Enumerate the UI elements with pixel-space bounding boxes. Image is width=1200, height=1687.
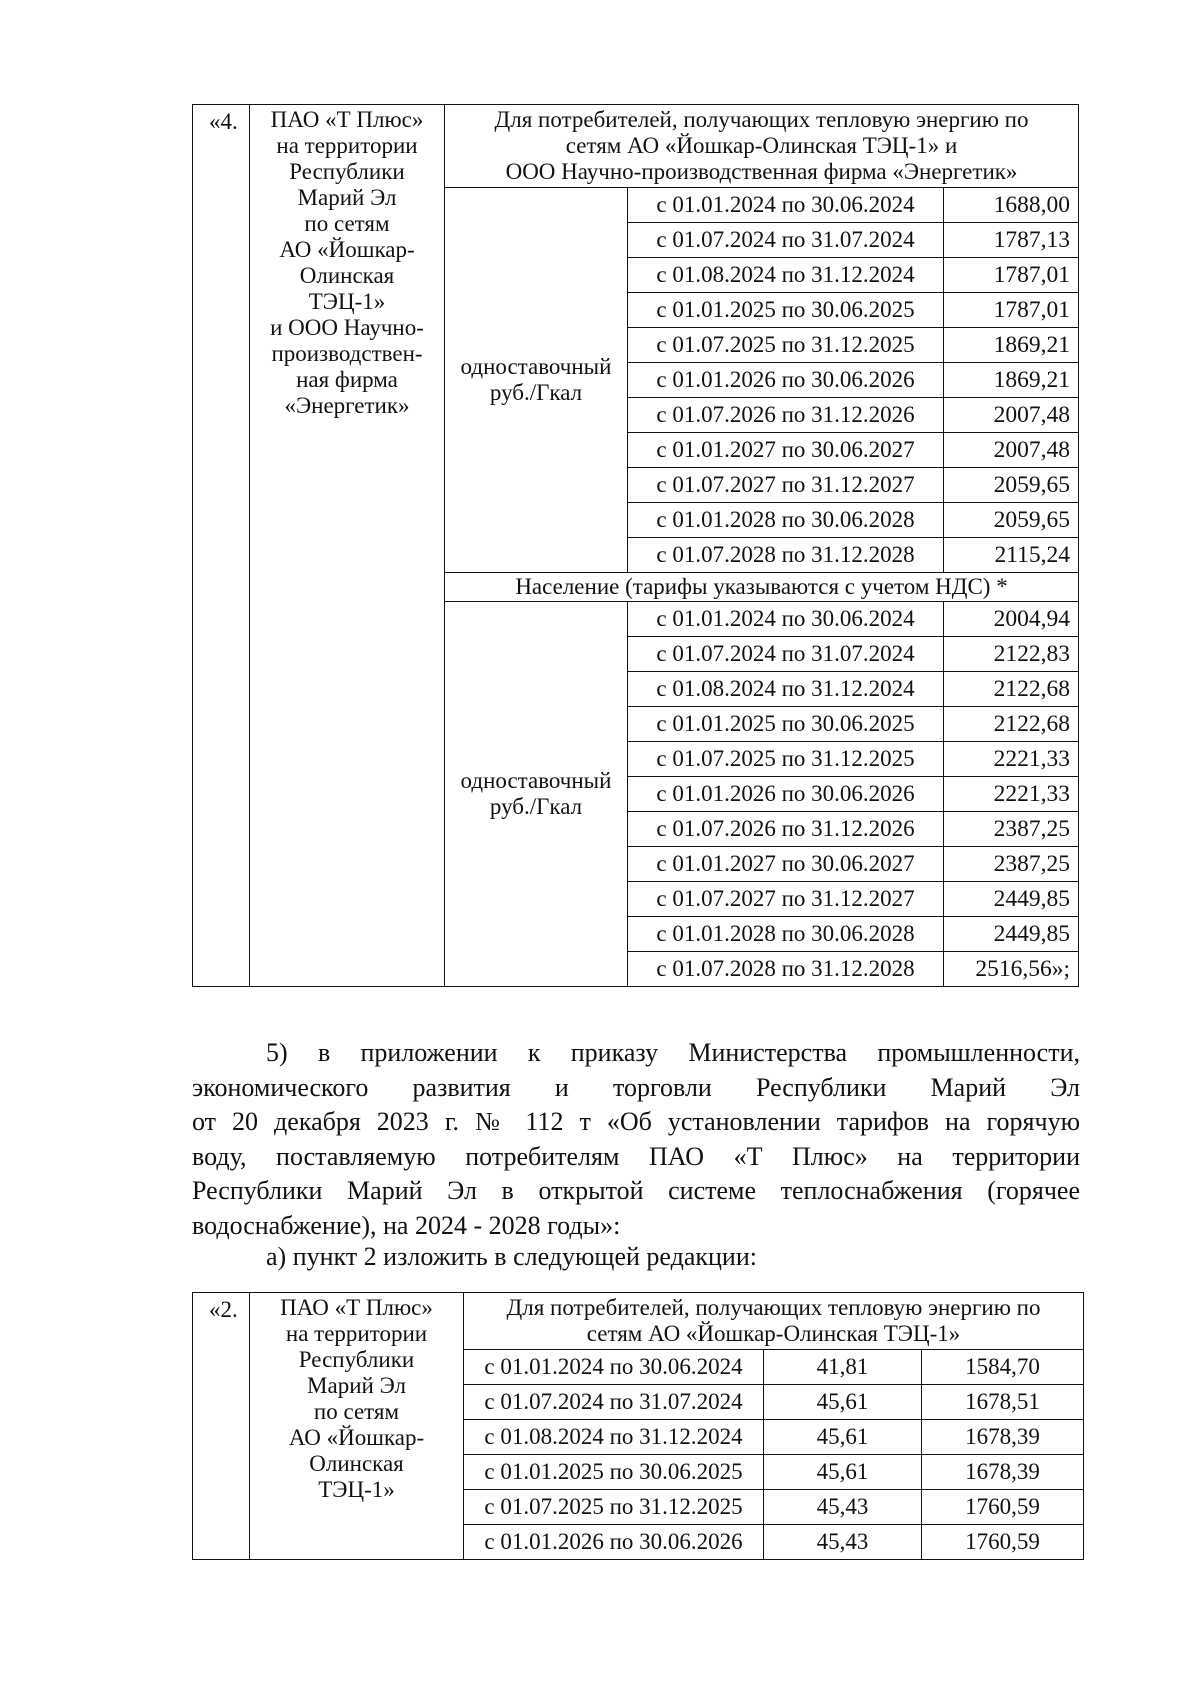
table-row	[193, 1293, 1084, 1350]
header-line: сетям АО «Йошкар-Олинская ТЭЦ-1»	[586, 1321, 961, 1346]
paragraph-line: 5) в приложении к приказу Министерства промышленности,	[266, 1038, 1080, 1067]
value-cell: 41,81	[764, 1350, 922, 1385]
period-cell: с 01.01.2028 по 30.06.2028	[628, 917, 944, 952]
organization-line: по сетям	[313, 1399, 400, 1424]
tariff-table-1-body	[193, 105, 1079, 987]
period-cell: с 01.01.2024 по 30.06.2024	[628, 602, 944, 637]
value-cell: 1678,51	[922, 1385, 1084, 1420]
period-cell: с 01.01.2025 по 30.06.2025	[628, 293, 944, 328]
tariff-value-cell: 2122,68	[944, 672, 1079, 707]
organization-line: Республики	[289, 159, 405, 184]
tariff-value-cell: 1787,01	[944, 258, 1079, 293]
tariff-value-cell: 1869,21	[944, 363, 1079, 398]
organization-line: ПАО «Т Плюс»	[270, 107, 424, 132]
period-cell: с 01.07.2025 по 31.12.2025	[464, 1490, 764, 1525]
organization-line: Республики	[298, 1347, 415, 1372]
tariff-value-cell: 1787,13	[944, 223, 1079, 258]
period-cell: с 01.07.2026 по 31.12.2026	[628, 398, 944, 433]
table-row	[193, 105, 1079, 188]
tariff-type-line: руб./Гкал	[489, 794, 583, 819]
value-cell: 45,43	[764, 1525, 922, 1560]
header-line: ООО Научно-производственная фирма «Энергетик»	[505, 159, 1018, 184]
value-cell: 45,61	[764, 1455, 922, 1490]
tariff-value-cell: 2449,85	[944, 917, 1079, 952]
period-cell: с 01.01.2028 по 30.06.2028	[628, 503, 944, 538]
organization-line: ТЭЦ-1»	[318, 1477, 395, 1502]
period-cell: с 01.01.2027 по 30.06.2027	[628, 433, 944, 468]
organization-line: «Энергетик»	[284, 393, 410, 418]
organization-cell	[250, 1293, 464, 1560]
tariff-value-cell: 2221,33	[944, 777, 1079, 812]
tariff-table-2-body	[193, 1293, 1084, 1560]
organization-line: по сетям	[304, 211, 390, 236]
period-cell: с 01.01.2025 по 30.06.2025	[464, 1455, 764, 1490]
paragraph-line: экономического развития и торговли Республики Марий Эл	[192, 1072, 1080, 1102]
period-cell: с 01.01.2026 по 30.06.2026	[628, 363, 944, 398]
tariff-value-cell: 1688,00	[944, 188, 1079, 223]
tariff-value-cell: 2059,65	[944, 503, 1079, 538]
organization-line: на территории	[276, 133, 418, 158]
tariff-type-line: одноставочный	[460, 768, 612, 793]
tariff-type-cell	[445, 602, 628, 987]
organization-line: Олинская	[299, 263, 395, 288]
period-cell: с 01.01.2026 по 30.06.2026	[464, 1525, 764, 1560]
header-line: сетям АО «Йошкар-Олинская ТЭЦ-1» и	[565, 133, 958, 158]
value-cell: 1760,59	[922, 1525, 1084, 1560]
organization-line: на территории	[285, 1321, 428, 1346]
tariff-value-cell: 2007,48	[944, 433, 1079, 468]
header-line: Для потребителей, получающих тепловую энергию по	[506, 1295, 1041, 1320]
period-cell: с 01.08.2024 по 31.12.2024	[464, 1420, 764, 1455]
organization-line: ТЭЦ-1»	[308, 289, 386, 314]
period-cell: с 01.07.2028 по 31.12.2028	[628, 952, 944, 987]
population-header: Население (тарифы указываются с учетом НДС) *	[445, 573, 1079, 602]
tariff-value-cell: 2122,83	[944, 637, 1079, 672]
tariff-value-cell: 2449,85	[944, 882, 1079, 917]
period-cell: с 01.01.2025 по 30.06.2025	[628, 707, 944, 742]
tariff-value-cell: 2516,56»;	[944, 952, 1079, 987]
period-cell: с 01.07.2027 по 31.12.2027	[628, 468, 944, 503]
tariff-value-cell: 1787,01	[944, 293, 1079, 328]
period-cell: с 01.07.2025 по 31.12.2025	[628, 328, 944, 363]
tariff-type-line: руб./Гкал	[489, 380, 583, 405]
value-cell: 45,61	[764, 1385, 922, 1420]
consumer-group-header	[445, 105, 1079, 188]
period-cell: с 01.07.2024 по 31.07.2024	[628, 223, 944, 258]
period-cell: с 01.07.2026 по 31.12.2026	[628, 812, 944, 847]
paragraph-line: Республики Марий Эл в открытой системе теплоснабжения (горячее	[192, 1176, 1080, 1205]
period-cell: с 01.07.2027 по 31.12.2027	[628, 882, 944, 917]
tariff-value-cell: 2122,68	[944, 707, 1079, 742]
period-cell: с 01.07.2025 по 31.12.2025	[628, 742, 944, 777]
period-cell: с 01.01.2026 по 30.06.2026	[628, 777, 944, 812]
organization-line: ПАО «Т Плюс»	[280, 1295, 433, 1320]
period-cell: с 01.08.2024 по 31.12.2024	[628, 672, 944, 707]
item-number: «2.	[193, 1293, 250, 1560]
period-cell: с 01.01.2024 по 30.06.2024	[628, 188, 944, 223]
tariff-value-cell: 2387,25	[944, 847, 1079, 882]
organization-line: Марий Эл	[297, 185, 397, 210]
organization-line: АО «Йошкар-	[279, 237, 415, 262]
organization-line: Марий Эл	[307, 1373, 406, 1398]
period-cell: с 01.01.2027 по 30.06.2027	[628, 847, 944, 882]
period-cell: с 01.07.2024 по 31.07.2024	[464, 1385, 764, 1420]
tariff-value-cell: 2387,25	[944, 812, 1079, 847]
header-line: Для потребителей, получающих тепловую энергию по	[494, 107, 1029, 132]
tariff-type-cell	[445, 188, 628, 573]
tariff-value-cell: 2059,65	[944, 468, 1079, 503]
paragraph-line: водоснабжение), на 2024 - 2028 годы»:	[192, 1210, 621, 1240]
tariff-value-cell: 2221,33	[944, 742, 1079, 777]
value-cell: 45,43	[764, 1490, 922, 1525]
period-cell: с 01.07.2024 по 31.07.2024	[628, 637, 944, 672]
value-cell: 1760,59	[922, 1490, 1084, 1525]
paragraph-line: от 20 декабря 2023 г. № 112 т «Об установлении тарифов на горячую	[192, 1107, 1080, 1136]
organization-line: и ООО Научно-	[270, 315, 424, 340]
consumer-group-header	[464, 1293, 1084, 1350]
value-cell: 1584,70	[922, 1350, 1084, 1385]
value-cell: 1678,39	[922, 1455, 1084, 1490]
value-cell: 1678,39	[922, 1420, 1084, 1455]
organization-cell	[250, 105, 445, 987]
period-cell: с 01.08.2024 по 31.12.2024	[628, 258, 944, 293]
tariff-value-cell: 2115,24	[944, 538, 1079, 573]
tariff-type-line: одноставочный	[460, 354, 612, 379]
organization-line: производствен-	[271, 341, 423, 366]
organization-line: ная фирма	[296, 367, 398, 392]
tariff-value-cell: 1869,21	[944, 328, 1079, 363]
period-cell: с 01.01.2024 по 30.06.2024	[464, 1350, 764, 1385]
tariff-table-2	[192, 1292, 1084, 1560]
organization-line: АО «Йошкар-	[288, 1425, 425, 1450]
tariff-table-1	[192, 104, 1079, 987]
subpoint-a: а) пункт 2 изложить в следующей редакции:	[266, 1242, 757, 1271]
tariff-value-cell: 2007,48	[944, 398, 1079, 433]
paragraph-line: воду, поставляемую потребителям ПАО «Т Плюс» на территории	[192, 1141, 1080, 1171]
organization-line: Олинская	[309, 1451, 404, 1476]
item-number: «4.	[193, 105, 250, 987]
paragraph-5	[192, 1036, 1080, 1243]
period-cell: с 01.07.2028 по 31.12.2028	[628, 538, 944, 573]
tariff-value-cell: 2004,94	[944, 602, 1079, 637]
value-cell: 45,61	[764, 1420, 922, 1455]
